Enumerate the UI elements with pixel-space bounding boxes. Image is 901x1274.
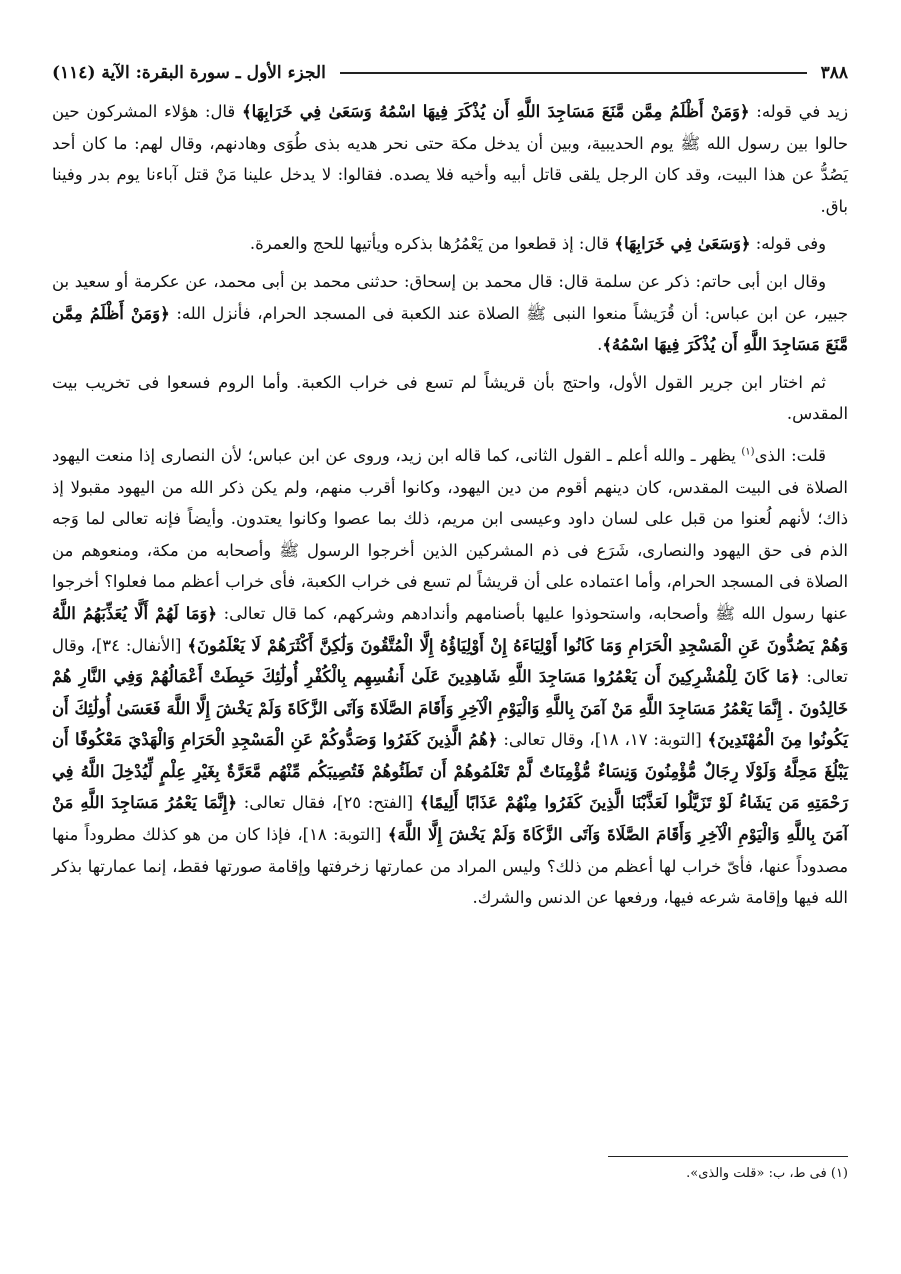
paragraph-5 bbox=[52, 440, 848, 914]
footnote-rule bbox=[608, 1156, 848, 1157]
text-run: [الأنفال: ٣٤]، وقال تعالى: bbox=[52, 635, 848, 687]
quran-quote: ﴿وَمَا لَهُمْ أَلَّا يُعَذِّبَهُمُ اللَّهُ وَهُمْ يَصُدُّونَ عَنِ الْمَسْجِدِ الْحَرَامِ وَمَا كَانُوا أَوْلِيَاءَهُ إِنْ أَوْلِيَاؤُهُ إِلَّا الْمُتَّقُونَ وَلَٰكِنَّ أَكْثَرَهُمْ لَا يَعْلَمُونَ﴾ bbox=[52, 603, 848, 655]
book-page bbox=[52, 58, 848, 1238]
quran-quote: ﴿وَمَنْ أَظْلَمُ مِمَّن مَّنَعَ مَسَاجِدَ اللَّهِ أَن يُذْكَرَ فِيهَا اسْمُهُ وَسَعَىٰ فِي خَرَابِهَا﴾ bbox=[242, 102, 750, 121]
footnote-marker: (١) bbox=[741, 446, 755, 458]
text-run: يظهر ـ والله أعلم ـ القول الثانى، كما قاله ابن زيد، وروى عن ابن عباس؛ لأن النصارى إذا منعت اليهود الصلاة فى البيت المقدس، كان دينهم أقوم من دين اليهود، وكانوا أقرب منهم، ولم يكن ذكر الله من اليهود مقبولا إذ ذاك؛ لأنهم لُعنوا من قبل على لسان داود وعيسى ابن مريم، ذلك بما عصوا وكانوا يعتدون. وأيضاً فإنه تعالى لما وَجه الذم فى حق اليهود والنصارى، شَرَع فى ذم المشركين الذين أخرجوا الرسول ﷺ وأصحابه من مكة، ومنعوهم من الصلاة فى المسجد الحرام، وأما اعتماده على أن قريشاً لم تسع فى خراب الكعبة، فأى خراب أعظم مما فعلوا؟ أخرجوا عنها رسول الله ﷺ وأصحابه، واستحوذوا عليها بأصنامهم وأندادهم وشركهم، كما قال تعالى: bbox=[52, 445, 848, 623]
quran-quote: ﴿هُمُ الَّذِينَ كَفَرُوا وَصَدُّوكُمْ عَنِ الْمَسْجِدِ الْحَرَامِ وَالْهَدْيَ مَعْكُوفًا أَن يَبْلُغَ مَحِلَّهُ وَلَوْلَا رِجَالٌ مُّؤْمِنُونَ وَنِسَاءٌ مُّؤْمِنَاتٌ لَّمْ تَعْلَمُوهُمْ أَن تَطَئُوهُمْ فَتُصِيبَكُم مِّنْهُم مَّعَرَّةٌ بِغَيْرِ عِلْمٍ لِّيُدْخِلَ اللَّهُ فِي رَحْمَتِهِ مَن يَشَاءُ لَوْ تَزَيَّلُوا لَعَذَّبْنَا الَّذِينَ كَفَرُوا مِنْهُمْ عَذَابًا أَلِيمًا﴾ bbox=[52, 730, 849, 813]
running-header bbox=[52, 58, 848, 88]
quran-quote: ﴿إِنَّمَا يَعْمُرُ مَسَاجِدَ اللَّهِ مَنْ آمَنَ بِاللَّهِ وَالْيَوْمِ الْآخِرِ وَأَقَامَ الصَّلَاةَ وَآتَى الزَّكَاةَ وَلَمْ يَخْشَ إِلَّا اللَّهَ﴾ bbox=[52, 793, 848, 845]
paragraph-1 bbox=[52, 96, 848, 222]
text-run: [التوبة: ١٧، ١٨]، وقال تعالى: bbox=[497, 730, 708, 750]
paragraph-4: ثم اختار ابن جرير القول الأول، واحتج بأن قريشاً لم تسع فى خراب الكعبة. وأما الروم فسعوا فى تخريب بيت المقدس. bbox=[52, 372, 848, 424]
text-run: [الفتح: ٢٥]، فقال تعالى: bbox=[237, 793, 420, 813]
paragraph-3 bbox=[52, 266, 848, 361]
text-run: قلت: الذى bbox=[754, 445, 827, 465]
paragraph-2 bbox=[52, 228, 848, 260]
text-run: قال: هؤلاء المشركون حين حالوا بين رسول الله ﷺ يوم الحديبية، وبين أن يدخل مكة حتى نحر هديه بذى طُوَى وهادنهم، وقال لهم: ما كان أحد يَصُدُّ عن هذا البيت، وقد كان الرجل يلقى قاتل أبيه وأخيه فلا يصده. فقالوا: لا يدخل علينا مَنْ قتل آباءنا يوم بدر وفينا باق. bbox=[52, 102, 848, 216]
text-run: زيد في قوله: bbox=[749, 102, 848, 121]
text-run: . bbox=[597, 335, 603, 355]
running-title: الجزء الأول ـ سورة البقرة: الآية (١١٤) bbox=[52, 63, 326, 83]
footnote: (١) فى ط، ب: «قلت والذى». bbox=[686, 1166, 848, 1181]
text-run: وقال ابن أبى حاتم: ذكر عن سلمة قال: قال محمد بن إسحاق: حدثنى محمد بن أبى محمد، عن عكرمة أو سعيد بن جبير، عن ابن عباس: أن قُرَيشاً منعوا النبى ﷺ الصلاة عند الكعبة فى المسجد الحرام، فأنزل الله: bbox=[52, 271, 848, 323]
text-run: وفى قوله: bbox=[750, 234, 826, 254]
quran-quote: ﴿وَسَعَىٰ فِي خَرَابِهَا﴾ bbox=[614, 234, 751, 254]
main-text bbox=[52, 96, 848, 914]
text-run: قال: إذ قطعوا من يَعْمُرُها بذكره ويأتيها للحج والعمرة. bbox=[249, 234, 615, 254]
header-rule bbox=[340, 72, 807, 74]
text-run: [التوبة: ١٨]، فإذا كان من هو كذلك مطروداً منها مصدوداً عنها، فأىّ خراب لها أعظم من ذلك؟ وليس المراد من عمارتها زخرفتها وإقامة صورتها فقط، إنما عمارتها بذكر الله فيها وإقامة شرعه فيها، ورفعها عن الدنس والشرك. bbox=[52, 825, 848, 908]
quran-quote: ﴿وَمَنْ أَظْلَمُ مِمَّن مَّنَعَ مَسَاجِدَ اللَّهِ أَن يُذْكَرَ فِيهَا اسْمُهُ﴾ bbox=[52, 303, 848, 355]
quran-quote: ﴿مَا كَانَ لِلْمُشْرِكِينَ أَن يَعْمُرُوا مَسَاجِدَ اللَّهِ شَاهِدِينَ عَلَىٰ أَنفُسِهِم بِالْكُفْرِ أُولَٰئِكَ حَبِطَتْ أَعْمَالُهُمْ وَفِي النَّارِ هُمْ خَالِدُونَ . إِنَّمَا يَعْمُرُ مَسَاجِدَ اللَّهِ مَنْ آمَنَ بِاللَّهِ وَالْيَوْمِ الْآخِرِ وَأَقَامَ الصَّلَاةَ وَآتَى الزَّكَاةَ وَلَمْ يَخْشَ إِلَّا اللَّهَ فَعَسَىٰ أُولَٰئِكَ أَن يَكُونُوا مِنَ الْمُهْتَدِينَ﴾ bbox=[52, 667, 848, 750]
page-number: ٣٨٨ bbox=[820, 63, 848, 83]
